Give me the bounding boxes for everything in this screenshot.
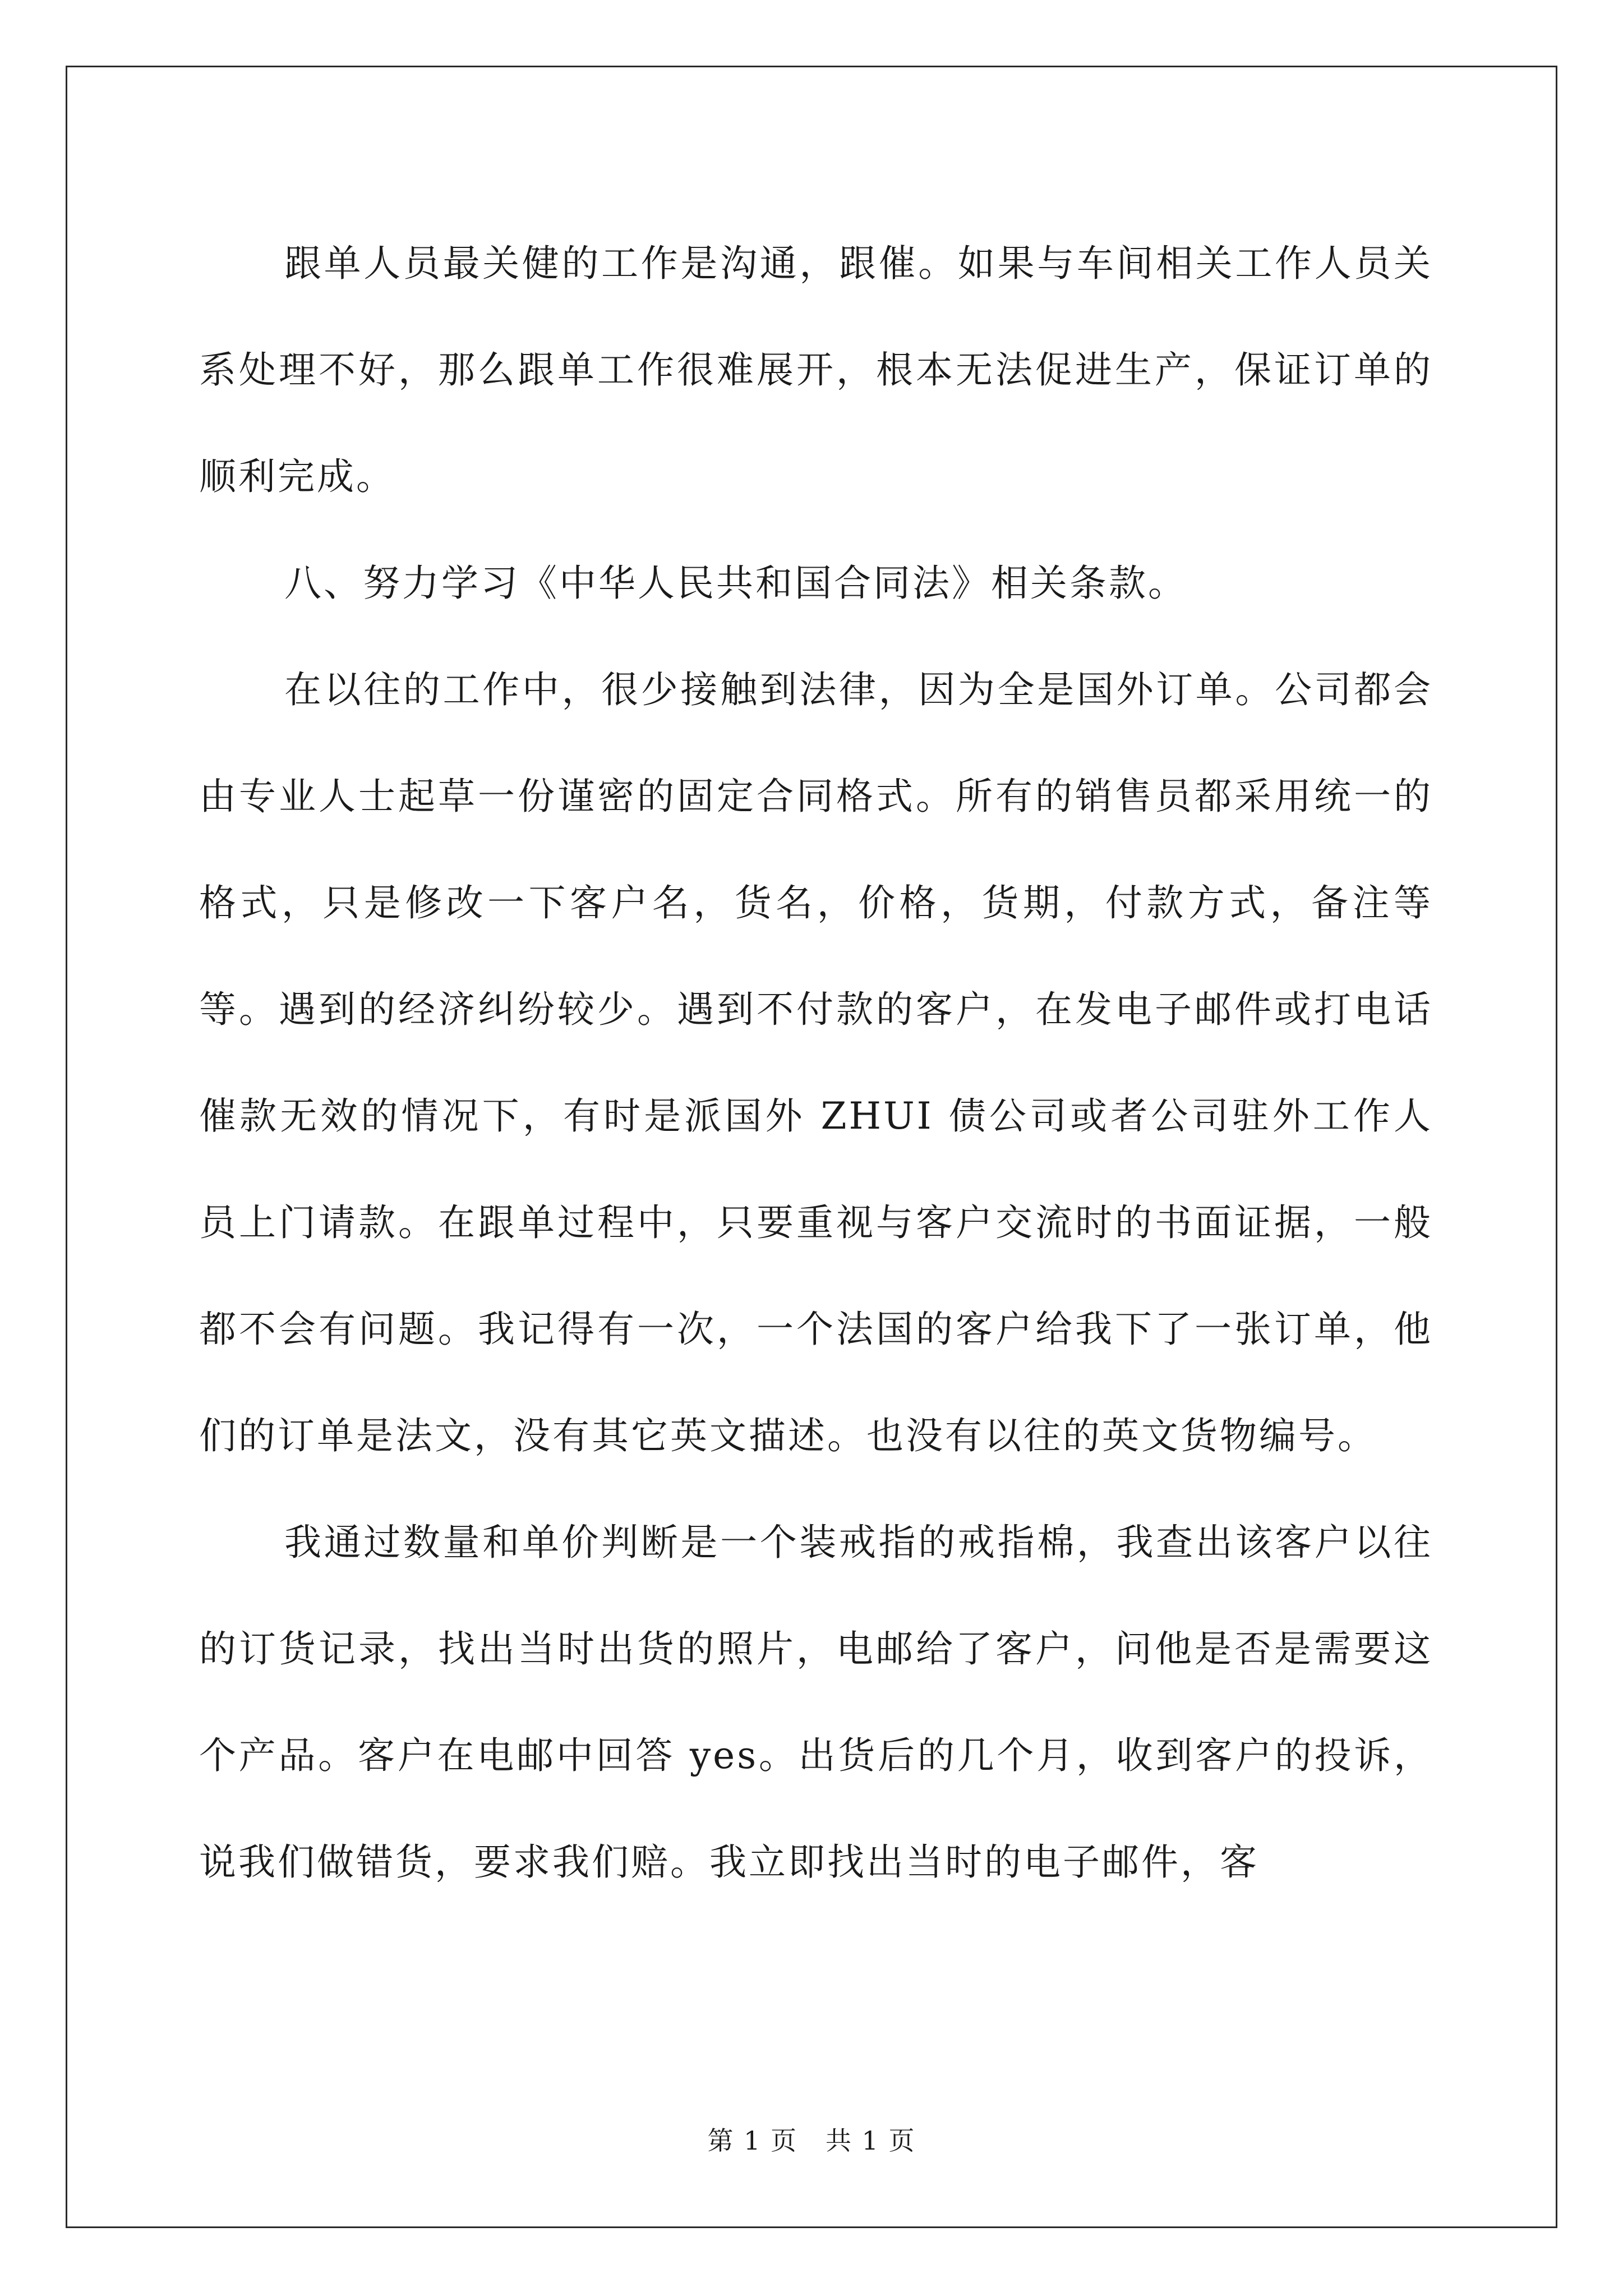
paragraph-2: 八、努力学习《中华人民共和国合同法》相关条款。 [284, 562, 1187, 605]
page-number: 第 1 页 [707, 2125, 797, 2156]
page-total: 共 1 页 [826, 2125, 916, 2156]
paragraph-3: 在以往的工作中，很少接触到法律，因为全是国外订单。公司都会由专业人士起草一份谨密的固定合同格式。所有的销售员都采用统一的格式，只是修改一下客户名，货名，价格，货期，付款方式，备注等等。遇到的经济纠纷较少。遇到不付款的客户，在发电子邮件或打电话催款无效的情况下，有时是派国外 ZHUI 债公司或者公司驻外工作人员上门请款。在跟单过程中，只要重视与客户交流时的书面证据，一般都不会有问题。我记得有一次，一个法国的客户给我下了一张订单，他们的订单是法文，没有其它英文描述。也没有以往的英文货物编号。 [199, 668, 1433, 1457]
paragraph-1: 跟单人员最关健的工作是沟通，跟催。如果与车间相关工作人员关系处理不好，那么跟单工作很难展开，根本无法促进生产，保证订单的顺利完成。 [199, 242, 1433, 498]
paragraph-4: 我通过数量和单价判断是一个装戒指的戒指棉，我查出该客户以往的订货记录，找出当时出货的照片，电邮给了客户，问他是否是需要这个产品。客户在电邮中回答 yes。出货后的几个月，收到客户的投诉，说我们做错货，要求我们赔。我立即找出当时的电子邮件，客 [199, 1521, 1433, 1884]
page-footer [0, 2120, 1623, 2157]
document-body [199, 210, 1433, 1916]
